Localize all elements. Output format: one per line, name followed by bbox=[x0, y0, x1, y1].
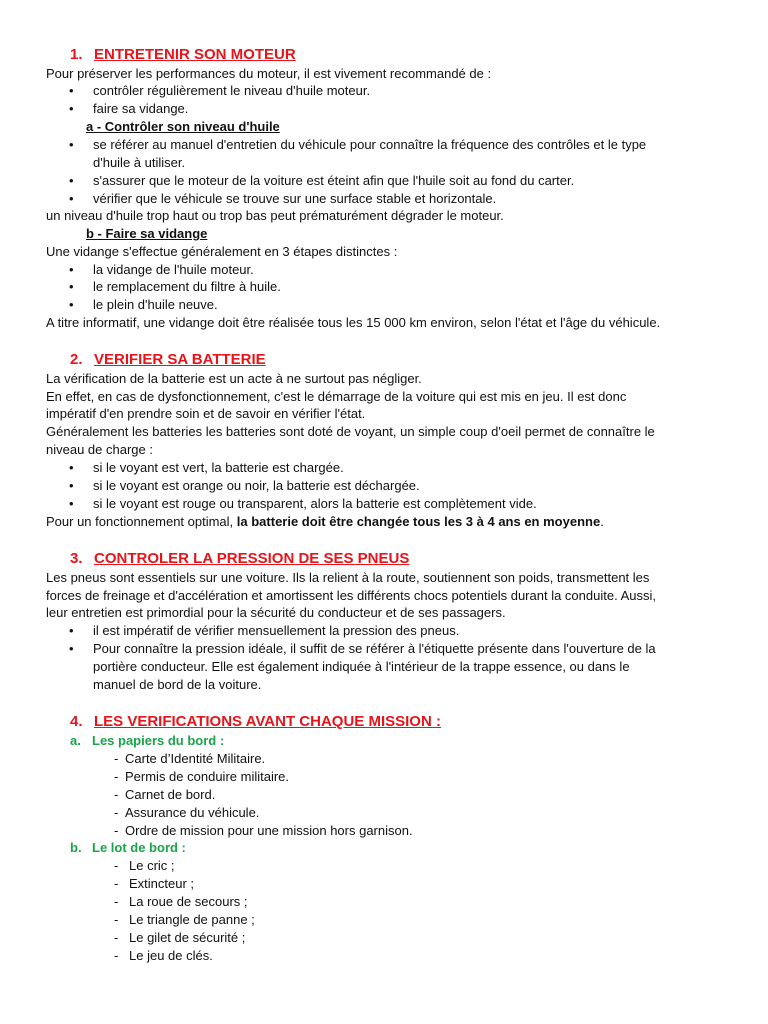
list-item: - La roue de secours ; bbox=[114, 894, 248, 909]
list-item-continuation: manuel de bord de la voiture. bbox=[93, 677, 262, 692]
paragraph: Généralement les batteries les batteries sont doté de voyant, un simple coup d'oeil permet de connaître le bbox=[46, 424, 655, 439]
list-item: - Extincteur ; bbox=[114, 876, 195, 891]
subheading-a: a - Contrôler son niveau d'huile bbox=[86, 119, 280, 134]
list-item: • le remplacement du filtre à huile. bbox=[69, 279, 281, 294]
list-item-continuation: portière conducteur. Elle est également indiquée à l'intérieur de la trappe essence, ou dans le bbox=[93, 659, 630, 674]
paragraph: La vérification de la batterie est un acte à ne surtout pas négliger. bbox=[46, 371, 422, 386]
section-4-heading: 4. LES VERIFICATIONS AVANT CHAQUE MISSION : bbox=[70, 713, 441, 730]
section-3-heading: 3. CONTROLER LA PRESSION DE SES PNEUS bbox=[70, 550, 410, 567]
list-item: • faire sa vidange. bbox=[69, 101, 189, 116]
list-item: • Pour connaître la pression idéale, il suffit de se référer à l'étiquette présente dans l'ouverture de la bbox=[69, 641, 656, 656]
section-1-heading: 1. ENTRETENIR SON MOTEUR bbox=[70, 46, 296, 63]
list-item: • se référer au manuel d'entretien du véhicule pour connaître la fréquence des contrôles et le type bbox=[69, 137, 647, 152]
paragraph: niveau de charge : bbox=[46, 442, 153, 457]
list-item: - Permis de conduire militaire. bbox=[114, 769, 290, 784]
list-item: • vérifier que le véhicule se trouve sur une surface stable et horizontale. bbox=[69, 191, 497, 206]
list-item: - Le triangle de panne ; bbox=[114, 912, 255, 927]
paragraph: un niveau d'huile trop haut ou trop bas peut prématurément dégrader le moteur. bbox=[46, 208, 504, 223]
paragraph: Une vidange s'effectue généralement en 3 étapes distinctes : bbox=[46, 244, 398, 259]
list-item: - Le jeu de clés. bbox=[114, 948, 213, 963]
subheading-b: b. Le lot de bord : bbox=[70, 840, 186, 855]
paragraph: A titre informatif, une vidange doit être réalisée tous les 15 000 km environ, selon l'état et l'âge du véhicule. bbox=[46, 315, 661, 330]
subheading-b: b - Faire sa vidange bbox=[86, 226, 208, 241]
section-2-heading: 2. VERIFIER SA BATTERIE bbox=[70, 351, 266, 368]
paragraph: Les pneus sont essentiels sur une voiture. Ils la relient à la route, soutiennent son poids, transmettent les bbox=[46, 570, 650, 585]
list-item: - Carte d’Identité Militaire. bbox=[114, 751, 266, 766]
list-item: • si le voyant est orange ou noir, la batterie est déchargée. bbox=[69, 478, 420, 493]
list-item: • contrôler régulièrement le niveau d'huile moteur. bbox=[69, 83, 371, 98]
list-item-continuation: d'huile à utiliser. bbox=[93, 155, 186, 170]
list-item: • si le voyant est vert, la batterie est chargée. bbox=[69, 460, 344, 475]
list-item: • la vidange de l'huile moteur. bbox=[69, 262, 254, 277]
list-item: - Carnet de bord. bbox=[114, 787, 216, 802]
list-item: • le plein d'huile neuve. bbox=[69, 297, 218, 312]
paragraph: En effet, en cas de dysfonctionnement, c'est le démarrage de la voiture qui est mis en jeu. Il est donc bbox=[46, 389, 627, 404]
list-item: - Le cric ; bbox=[114, 858, 175, 873]
paragraph: forces de freinage et d'accélération et amortissent les différents chocs potentiels durant la conduite. Aussi, bbox=[46, 588, 656, 603]
list-item: - Assurance du véhicule. bbox=[114, 805, 260, 820]
section-1-intro: Pour préserver les performances du moteur, il est vivement recommandé de : bbox=[46, 66, 492, 81]
list-item: • s'assurer que le moteur de la voiture est éteint afin que l'huile soit au fond du carter. bbox=[69, 173, 575, 188]
paragraph: impératif d'en prendre soin et de savoir en vérifier l'état. bbox=[46, 406, 366, 421]
paragraph-conclusion: Pour un fonctionnement optimal, la batterie doit être changée tous les 3 à 4 ans en moyenne. bbox=[46, 514, 604, 529]
list-item: - Le gilet de sécurité ; bbox=[114, 930, 246, 945]
list-item: • il est impératif de vérifier mensuellement la pression des pneus. bbox=[69, 623, 460, 638]
paragraph: leur entretien est primordial pour la sécurité du conducteur et de ses passagers. bbox=[46, 605, 506, 620]
subheading-a: a. Les papiers du bord : bbox=[70, 733, 225, 748]
list-item: • si le voyant est rouge ou transparent, alors la batterie est complètement vide. bbox=[69, 496, 537, 511]
list-item: - Ordre de mission pour une mission hors garnison. bbox=[114, 823, 413, 838]
